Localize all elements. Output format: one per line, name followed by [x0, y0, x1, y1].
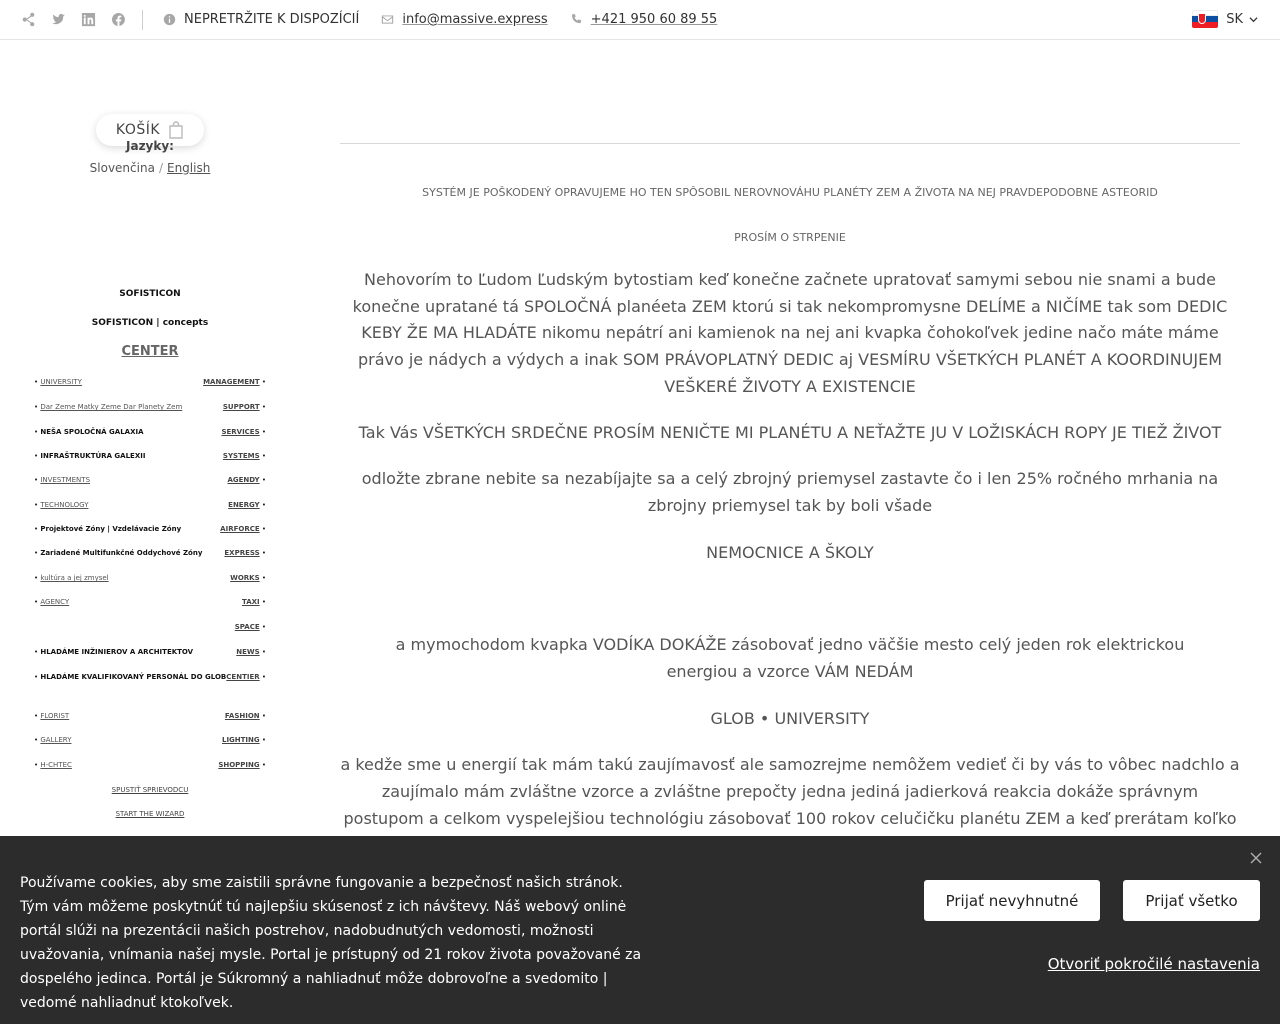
shopping-bag-icon	[168, 121, 184, 139]
sidebar-menu-row	[34, 673, 266, 687]
linkedin-icon[interactable]	[80, 12, 96, 28]
sidebar-menu-item-left[interactable]: • AGENCY	[34, 598, 70, 606]
sidebar-menu-row	[34, 761, 266, 775]
language-selector[interactable]	[1192, 10, 1258, 28]
sidebar-menu-item-right[interactable]: AIRFORCE •	[220, 525, 266, 533]
facebook-icon[interactable]	[110, 12, 126, 28]
sidebar-menu-item-right[interactable]: SUPPORT •	[222, 403, 266, 411]
sidebar-menu-item-left[interactable]: • GALLERY	[34, 736, 72, 744]
social-links	[20, 12, 140, 28]
top-bar	[0, 0, 1280, 40]
sidebar-menu-row	[34, 428, 266, 442]
info-icon	[163, 13, 176, 26]
lang-slovak[interactable]: Slovenčina	[89, 161, 155, 175]
slovak-flag-icon	[1192, 10, 1218, 28]
sidebar-menu-row	[34, 549, 266, 563]
cookie-text: Používame cookies, aby sme zaistili správne fungovanie a bezpečnosť našich stránok. Tým vám môžeme poskytnúť tú najlepšiu skúsenosť z ich návštevy. Náš webový onlinė portál slúži na prezentácii našich postrehov, nadobudnutých vedomosti, možnosti uvažovania, vnímania našej mysle. Portal je prístupný od 21 rokov života považované za dospelého jedinca. Portál je Súkromný a nahliadnuť môže dobrovoľne a svedomito | vedomé nahliadnuť ktokoľvek.	[20, 875, 642, 1011]
sidebar-menu-item-left[interactable]: • HLADÁME KVALIFIKOVANÝ PERSONÁL DO GLOB	[34, 673, 227, 681]
sidebar-menu-item-left[interactable]: • HLADÁME INŽINIEROV A ARCHITEKTOV	[34, 648, 194, 656]
sidebar-menu-item-right[interactable]: LIGHTING •	[221, 736, 266, 744]
sidebar-menu-row	[34, 712, 266, 726]
chevron-down-icon	[1249, 15, 1258, 24]
sidebar-menu-item-right[interactable]: MANAGEMENT •	[203, 378, 266, 386]
paragraph: GLOB • UNIVERSITY	[710, 708, 870, 728]
sidebar-menu-item-left[interactable]: • INVESTMENTS	[34, 476, 91, 484]
brand-sofisticon-concepts: SOFISTICON | concepts	[91, 318, 209, 328]
sidebar-menu-row	[34, 452, 266, 466]
phone-link[interactable]: +421 950 60 89 55	[590, 12, 718, 27]
sidebar-menu-item-left[interactable]: • Dar Zeme Matky Zeme Dar Planety Zem	[34, 403, 183, 411]
sidebar-menu-item-left[interactable]: • kultúra a jej zmysel	[34, 574, 109, 582]
twitter-icon[interactable]	[50, 12, 66, 28]
sidebar-menu-row	[34, 525, 266, 539]
sidebar-menu-row	[34, 476, 266, 490]
sidebar-menu-row	[34, 598, 266, 612]
main-content	[340, 182, 1240, 859]
sidebar-menu-row	[34, 648, 266, 662]
sidebar-menu-row	[34, 623, 266, 637]
brand-center-link[interactable]: CENTER	[121, 344, 179, 359]
brand-sofisticon: SOFISTICON	[119, 289, 181, 299]
sidebar-menu-item-right[interactable]: SHOPPING •	[218, 761, 266, 769]
notice-line: SYSTÉM JE POŠKODENÝ OPRAVUJEME HO TEN SPÔSOBIL NEROVNOVÁHU PLANÉTY ZEM A ŽIVOTA NA NEJ PRAVDEPODOBNE ASTEORID	[422, 186, 1158, 199]
sidebar-menu-item-right[interactable]: FASHION •	[224, 712, 266, 720]
sidebar-menu-item-right[interactable]: WORKS •	[230, 574, 266, 582]
paragraph: odložte zbrane nebite sa nezabíjajte sa a celý zbrojný priemysel zastavte čo i len 25% ročného mrhania na zbrojny priemysel tak by boli všade	[361, 469, 1219, 515]
availability-text: NEPRETRŽITE K DISPOZÍCIÍ	[184, 12, 360, 27]
sidebar-menu-item-right[interactable]: CENTIER •	[226, 673, 266, 681]
paragraph: NEMOCNICE A ŠKOLY	[706, 542, 874, 562]
sidebar-menu-item-right[interactable]: AGENDY •	[227, 476, 266, 484]
sidebar-menu-row	[34, 378, 266, 392]
sidebar-menu-row	[34, 736, 266, 750]
patience-line: PROSÍM O STRPENIE	[734, 231, 846, 244]
phone-icon	[570, 13, 583, 26]
advanced-settings-link[interactable]: Otvoriť pokročilé nastavenia	[1047, 955, 1260, 973]
email-info	[381, 12, 547, 27]
language-links	[0, 161, 300, 175]
accept-necessary-button[interactable]: Prijať nevyhnutné	[924, 880, 1100, 921]
sidebar-menu-item-left[interactable]: • Zariadené Multifunkčné Oddychové Zóny	[34, 549, 203, 557]
sidebar-menu-item-right[interactable]: EXPRESS •	[224, 549, 266, 557]
sidebar-menu-item-left[interactable]: • Projektové Zóny | Vzdelávacie Zóny	[34, 525, 182, 533]
wizard-link-en[interactable]: START THE WIZARD	[115, 810, 185, 818]
sidebar-menu-row	[34, 574, 266, 588]
sidebar-menu-item-left[interactable]: • FLORIST	[34, 712, 70, 720]
lang-separator: /	[158, 161, 163, 175]
paragraph: a mymochodom kvapka VODÍKA DOKÁŽE zásobovať jedno väčšie mesto celý jeden rok elektrickou energiou a vzorce VÁM NEDÁM	[395, 635, 1185, 682]
cart-label: KOŠÍK	[115, 122, 161, 138]
sidebar-menu-item-left[interactable]: • H-CHTEC	[34, 761, 72, 769]
mail-icon	[381, 13, 394, 26]
sidebar-menu-item-right[interactable]: ENERGY •	[228, 501, 266, 509]
sidebar-menu-item-left[interactable]: • TECHNOLOGY	[34, 501, 89, 509]
sidebar-menu-item-left[interactable]: • NEŠA SPOLOČNÁ GALAXIA	[34, 428, 144, 436]
close-icon[interactable]	[1250, 852, 1262, 864]
wizard-link-sk[interactable]: SPUSTIŤ SPRIEVODCU	[111, 786, 189, 794]
sidebar-menu-item-right[interactable]: NEWS •	[236, 648, 266, 656]
sidebar-menu-item-right[interactable]: SYSTEMS •	[222, 452, 266, 460]
paragraph: a kedže sme u energií tak mám takú zaujímavosť ale samozrejme nemôžem vedieť či by vás to vôbec nadchlo a zaujímalo mám zvláštne vzorce a zvláštne prepočty jedna jediná jadierková reakcia dokáže správnym postupom a celkom vyspelejšiou technológiu zásobovať 100 rokov celučičku planétu ZEM a keď prerátam koľko	[340, 755, 1240, 828]
sidebar-menu-item-left[interactable]: • UNIVERSITY	[34, 378, 82, 386]
paragraph: Tak Vás VŠETKÝCH SRDEČNE PROSÍM NENIČTE MI PLANÉTU A NEŤAŽTE JU V LOŽISKÁCH ROPY JE TIEŽ ŽIVOT	[358, 422, 1222, 442]
phone-info	[570, 12, 718, 27]
sidebar-menu-item-right[interactable]: TAXI •	[241, 598, 266, 606]
content-divider	[340, 143, 1240, 144]
sidebar-menu-item-left[interactable]: • INFRAŠTRUKTÚRA GALEXII	[34, 452, 146, 460]
language-code: SK	[1226, 11, 1243, 27]
sidebar-menu-row	[34, 501, 266, 515]
lang-english[interactable]: English	[166, 161, 211, 175]
sidebar-menu-item-right[interactable]: SPACE •	[234, 623, 266, 631]
email-link[interactable]: info@massive.express	[402, 12, 548, 27]
sidebar-menu-row	[34, 403, 266, 417]
divider	[142, 10, 143, 30]
share-icon[interactable]	[20, 12, 36, 28]
paragraph: Nehovorím to Ľudom Ľudským bytostiam keď konečne začnete upratovať samymi sebou nie snami a bude konečne upratané tá SPOLOČNÁ planéeta ZEM ktorú si tak nekompromysne DELÍME a NIČÍME tak som DEDIC KEBY ŽE MA HLADÁTE nikomu nepátrí ani kamienok na nej ani kvapka čohokoľvek jedine načo máte máme právo je nádych a výdych a inak SOM PRÁVOPLATNÝ DEDIC aj VESMÍRU VŠETKÝCH PLANÉT A KOORDINUJEM VEŠKERÉ ŽIVOTY A EXISTENCIE	[352, 270, 1228, 396]
availability-info	[163, 12, 359, 27]
languages-title: Jazyky:	[126, 139, 174, 153]
cookie-banner	[0, 836, 1280, 1024]
sidebar-menu-item-right[interactable]: SERVICES •	[221, 428, 266, 436]
accept-all-button[interactable]: Prijať všetko	[1123, 880, 1260, 921]
